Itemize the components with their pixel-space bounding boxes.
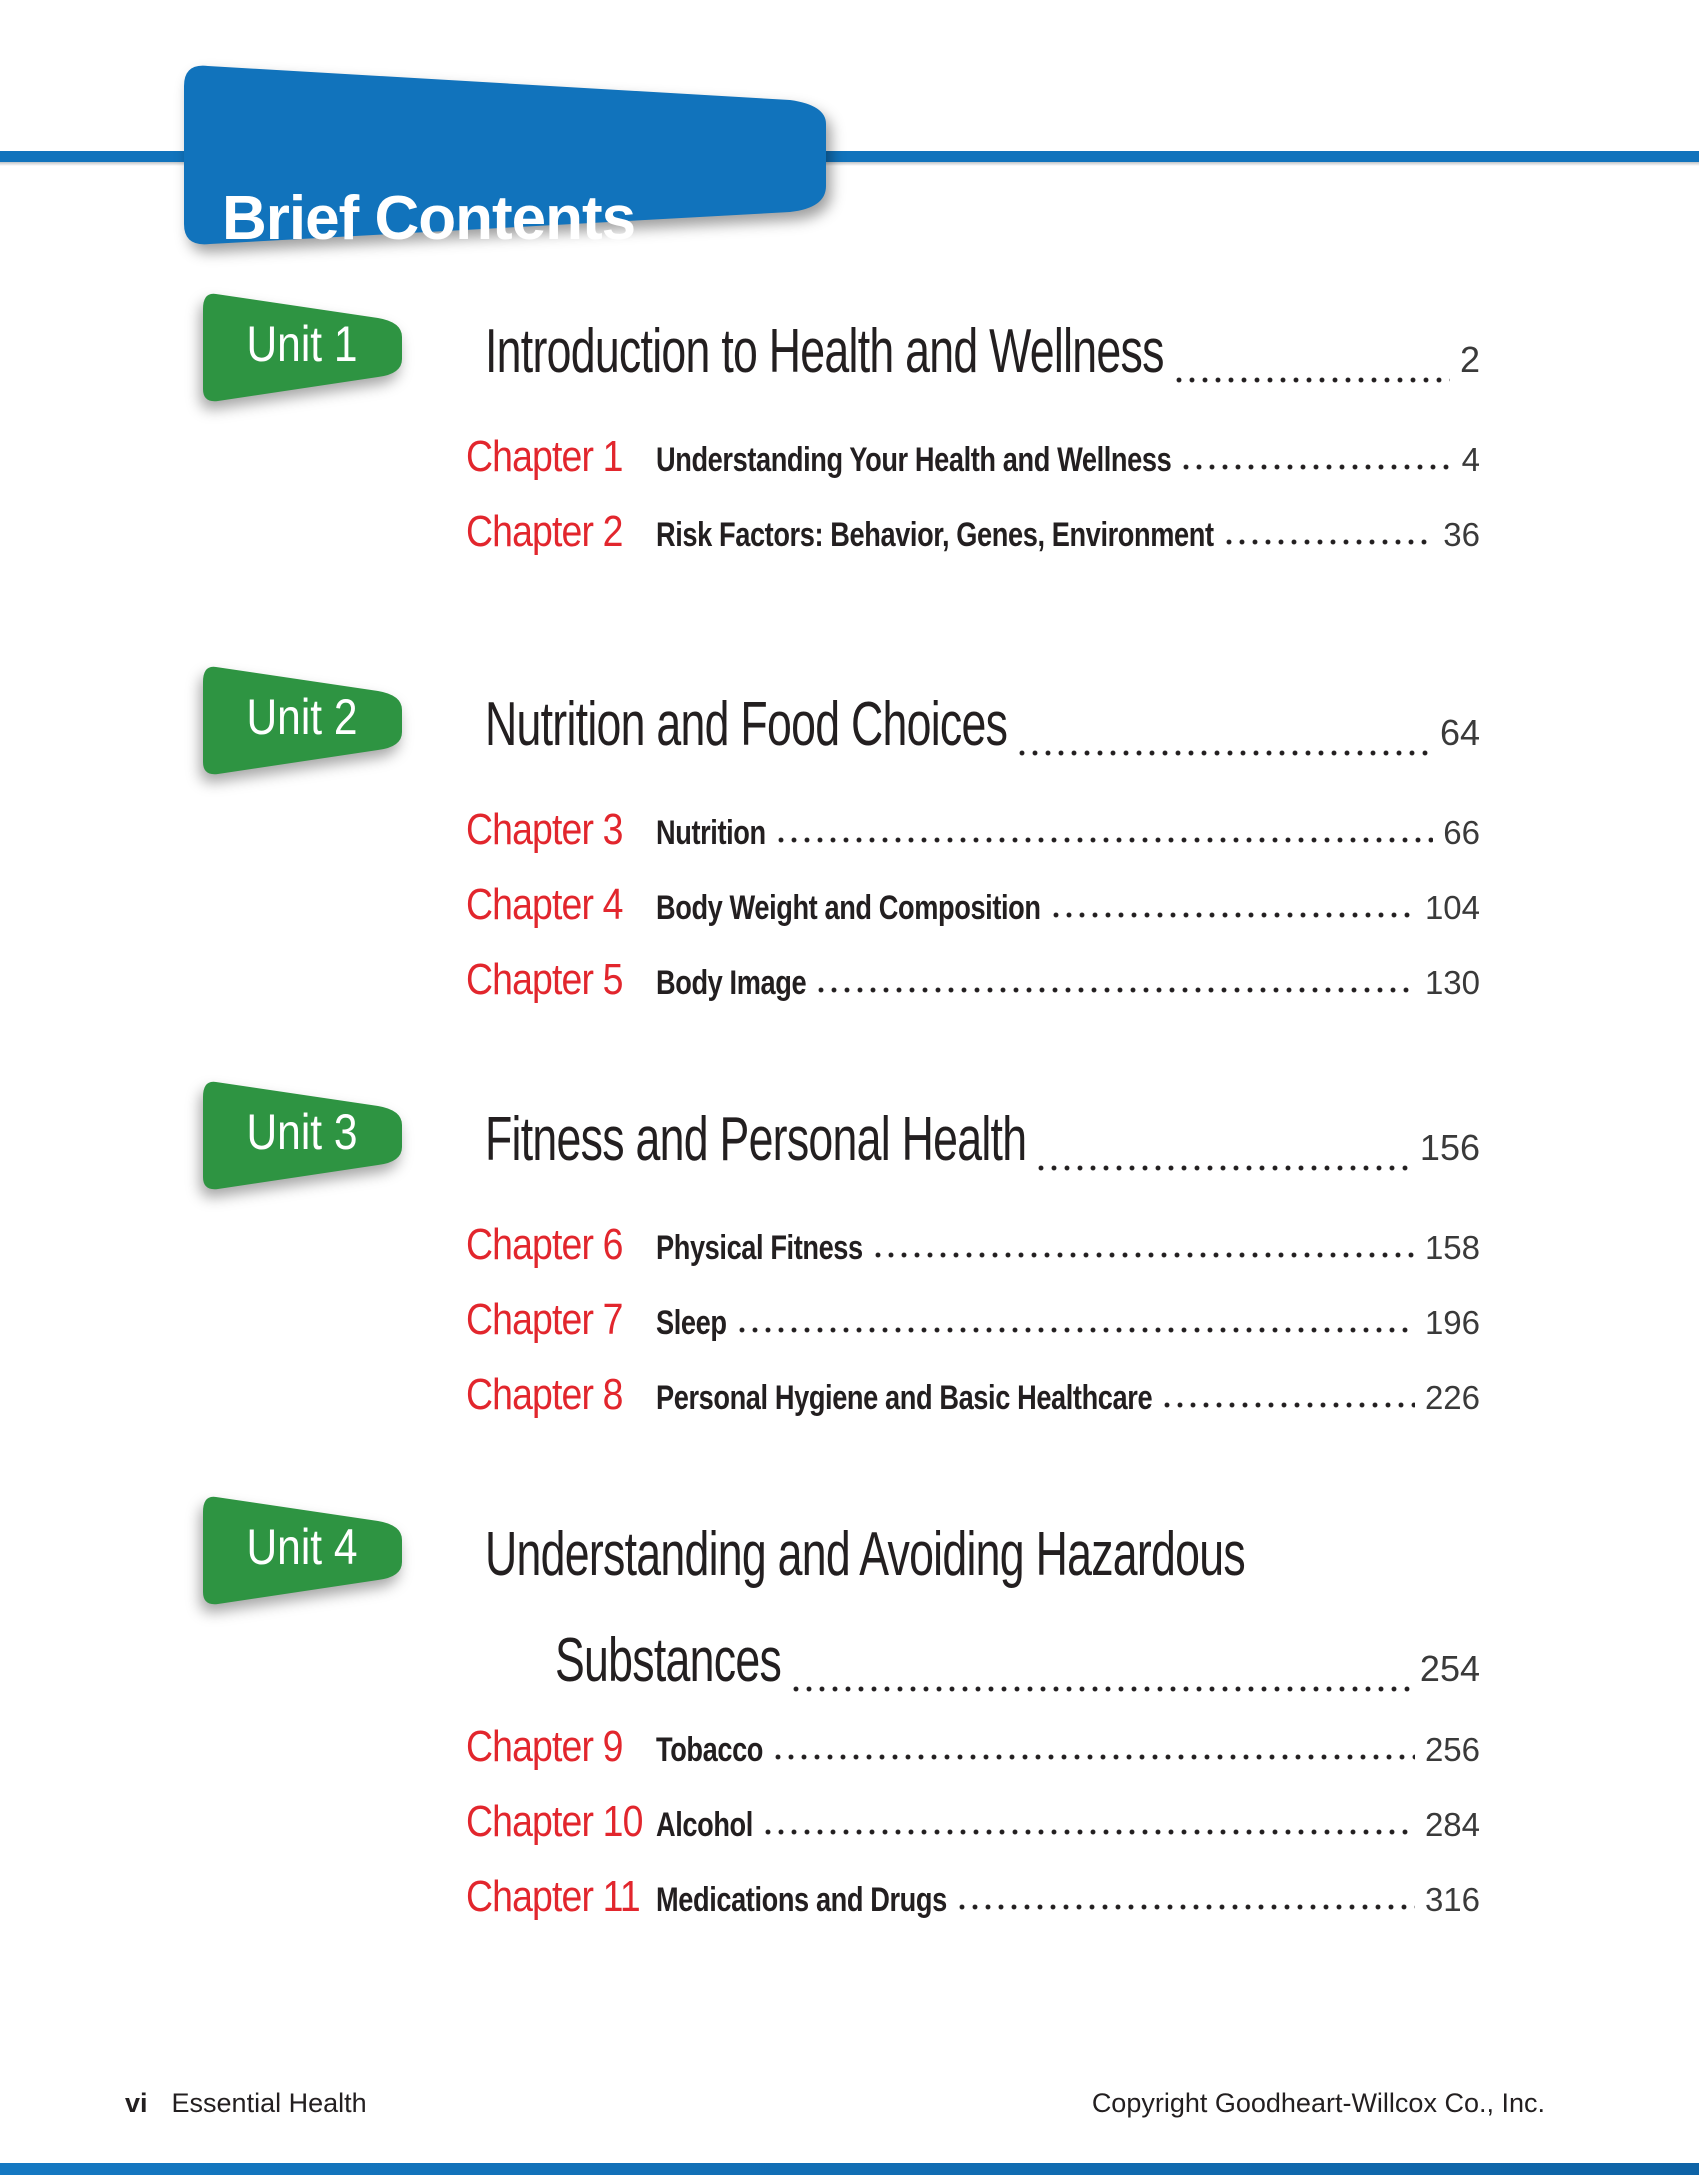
- chapter-row: [466, 867, 1480, 942]
- chapter-row: [466, 1784, 1480, 1859]
- book-title: Essential Health: [171, 2088, 367, 2118]
- chapter-row: [466, 1859, 1480, 1934]
- dot-leader: [1176, 377, 1450, 383]
- chapter-label: Chapter 2: [466, 507, 623, 556]
- chapter-label: Chapter 4: [466, 880, 623, 929]
- chapter-row: [466, 419, 1480, 494]
- unit-title-text: Introduction to Health and Wellness: [485, 317, 1164, 386]
- chapter-title: Understanding Your Health and Wellness: [656, 441, 1172, 479]
- chapter-row: [466, 942, 1480, 1017]
- footer-left: [125, 2086, 367, 2120]
- chapter-label-box: [466, 1709, 656, 1794]
- chapter-page-number: 158: [1424, 1229, 1480, 1266]
- chapter-label: Chapter 9: [466, 1722, 623, 1771]
- unit-title: [485, 1510, 1480, 1714]
- chapter-list: [466, 792, 1480, 1017]
- chapter-page-number: 256: [1424, 1731, 1480, 1768]
- chapter-page-number: 316: [1424, 1881, 1480, 1918]
- unit-page-number: 254: [1419, 1648, 1480, 1689]
- unit-title-text: Understanding and Avoiding Hazardous: [485, 1520, 1245, 1589]
- chapter-page-number: 4: [1461, 441, 1480, 478]
- chapter-row: [466, 1282, 1480, 1357]
- unit-badge-label: Unit 2: [246, 689, 358, 745]
- page-title: Brief Contents: [222, 184, 636, 253]
- unit-title-line: [485, 1510, 1480, 1616]
- unit-badge-label: Unit 3: [246, 1104, 358, 1160]
- chapter-page-number: 36: [1443, 516, 1480, 553]
- unit-badge: [200, 287, 405, 407]
- dot-leader: [818, 987, 1415, 993]
- unit-badge: [200, 1075, 405, 1195]
- chapter-title: Body Image: [656, 964, 807, 1002]
- chapter-title: Risk Factors: Behavior, Genes, Environment: [656, 516, 1214, 554]
- dot-leader: [793, 1686, 1410, 1692]
- unit-title-line: [485, 680, 1480, 778]
- unit-title: [485, 1095, 1480, 1193]
- chapter-title: Medications and Drugs: [656, 1881, 947, 1919]
- chapter-page-number: 66: [1443, 814, 1480, 851]
- dot-leader: [1038, 1165, 1410, 1171]
- chapter-title: Personal Hygiene and Basic Healthcare: [656, 1379, 1153, 1417]
- chapter-label: Chapter 5: [466, 955, 623, 1004]
- unit-title: [485, 680, 1480, 778]
- chapter-label: Chapter 6: [466, 1220, 623, 1269]
- unit-title: [485, 307, 1480, 405]
- unit-badge: [200, 1490, 405, 1610]
- dot-leader: [1226, 539, 1434, 545]
- chapter-label: Chapter 7: [466, 1295, 623, 1344]
- chapter-label: Chapter 3: [466, 805, 623, 854]
- unit-title-text: Substances: [555, 1626, 782, 1695]
- chapter-label-box: [466, 1784, 656, 1869]
- dot-leader: [1053, 912, 1415, 918]
- chapter-list: [466, 1709, 1480, 1934]
- unit-badge: [200, 660, 405, 780]
- chapter-label-box: [466, 1282, 656, 1367]
- chapter-list: [466, 1207, 1480, 1432]
- unit-title-line: [485, 1095, 1480, 1193]
- folio-page-number: vi: [125, 2088, 148, 2118]
- chapter-title: Alcohol: [656, 1806, 753, 1844]
- unit-page-number: 64: [1439, 712, 1480, 753]
- chapter-label: Chapter 1: [466, 432, 623, 481]
- chapter-title: Tobacco: [656, 1731, 764, 1769]
- chapter-page-number: 196: [1424, 1304, 1480, 1341]
- chapter-label-box: [466, 1859, 656, 1944]
- dot-leader: [1019, 750, 1430, 756]
- chapter-list: [466, 419, 1480, 569]
- dot-leader: [775, 1754, 1415, 1760]
- chapter-label-box: [466, 1207, 656, 1292]
- chapter-row: [466, 494, 1480, 569]
- chapter-label: Chapter 8: [466, 1370, 623, 1419]
- chapter-row: [466, 1357, 1480, 1432]
- chapter-label: Chapter 11: [466, 1872, 640, 1921]
- chapter-page-number: 104: [1424, 889, 1480, 926]
- chapter-label-box: [466, 1357, 656, 1442]
- chapter-row: [466, 1207, 1480, 1282]
- dot-leader: [739, 1327, 1415, 1333]
- chapter-page-number: 130: [1424, 964, 1480, 1001]
- chapter-title: Nutrition: [656, 814, 766, 852]
- unit-title-text: Nutrition and Food Choices: [485, 690, 1008, 759]
- footer-rule: [0, 2163, 1699, 2175]
- unit-page-number: 2: [1459, 339, 1480, 380]
- dot-leader: [875, 1252, 1415, 1258]
- chapter-title: Physical Fitness: [656, 1229, 863, 1267]
- chapter-label-box: [466, 792, 656, 877]
- chapter-label: Chapter 10: [466, 1797, 643, 1846]
- unit-title-text: Fitness and Personal Health: [485, 1105, 1027, 1174]
- dot-leader: [959, 1904, 1415, 1910]
- chapter-title: Body Weight and Composition: [656, 889, 1041, 927]
- chapter-title: Sleep: [656, 1304, 727, 1342]
- chapter-row: [466, 792, 1480, 867]
- dot-leader: [778, 837, 1434, 843]
- page-title-banner: [178, 60, 856, 252]
- unit-page-number: 156: [1419, 1127, 1480, 1168]
- dot-leader: [1183, 464, 1451, 470]
- chapter-label-box: [466, 494, 656, 579]
- chapter-page-number: 226: [1424, 1379, 1480, 1416]
- dot-leader: [765, 1829, 1415, 1835]
- chapter-label-box: [466, 419, 656, 504]
- copyright-notice: Copyright Goodheart-Willcox Co., Inc.: [1091, 2088, 1545, 2118]
- chapter-label-box: [466, 942, 656, 1027]
- unit-badge-label: Unit 4: [246, 1519, 358, 1575]
- chapter-label-box: [466, 867, 656, 952]
- dot-leader: [1164, 1402, 1415, 1408]
- chapter-row: [466, 1709, 1480, 1784]
- unit-title-line: [485, 1616, 1480, 1714]
- unit-badge-label: Unit 1: [246, 316, 358, 372]
- unit-title-line: [485, 307, 1480, 405]
- chapter-page-number: 284: [1424, 1806, 1480, 1843]
